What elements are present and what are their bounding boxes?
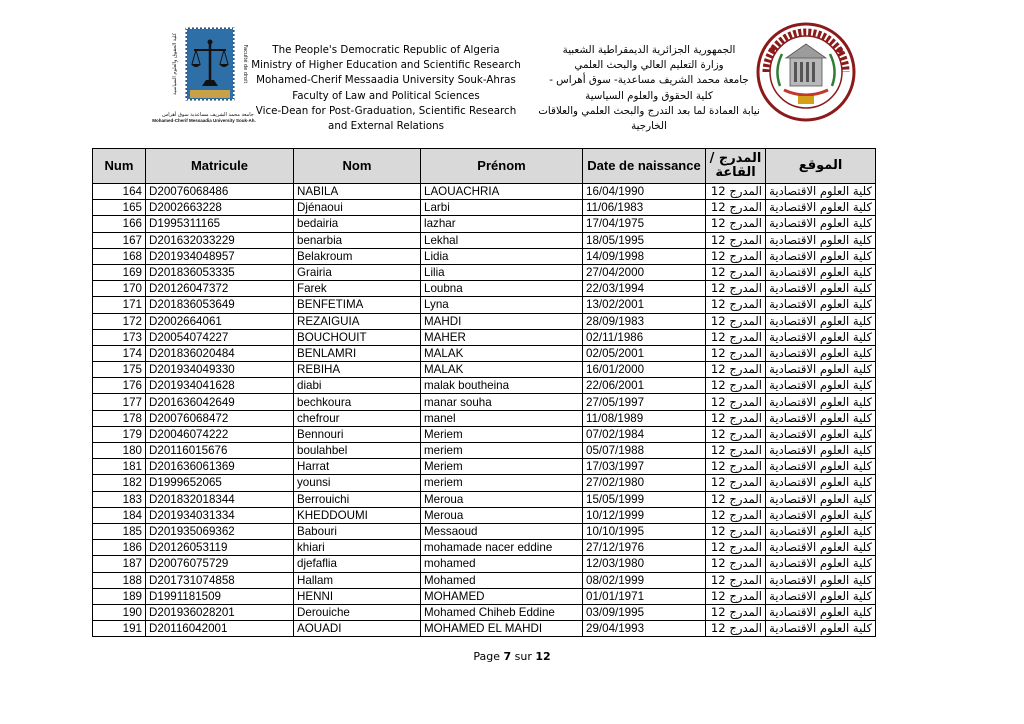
cell-date-naissance: 10/10/1995: [583, 523, 706, 539]
cell-nom: NABILA: [294, 184, 421, 200]
cell-hall: المدرج 12: [706, 248, 766, 264]
cell-prenom: Meriem: [421, 459, 583, 475]
cell-num: 168: [93, 248, 146, 264]
cell-prenom: Meroua: [421, 491, 583, 507]
svg-text:كلية الحقوق والعلوم السياسية: كلية الحقوق والعلوم السياسية: [172, 33, 178, 95]
cell-location: كلية العلوم الاقتصادية: [766, 410, 876, 426]
cell-location: كلية العلوم الاقتصادية: [766, 394, 876, 410]
cell-date-naissance: 02/05/2001: [583, 345, 706, 361]
cell-matricule: D20076068486: [146, 184, 294, 200]
header-ar-line: وزارة التعليم العالي والبحث العلمي: [574, 59, 724, 72]
header-ar-line: جامعة محمد الشريف مساعدية- سوق أهراس -: [549, 74, 749, 87]
cell-date-naissance: 01/01/1971: [583, 588, 706, 604]
cell-prenom: MALAK: [421, 362, 583, 378]
cell-date-naissance: 13/02/2001: [583, 297, 706, 313]
cell-matricule: D201836053649: [146, 297, 294, 313]
cell-nom: Berrouichi: [294, 491, 421, 507]
cell-matricule: D201936028201: [146, 604, 294, 620]
cell-hall: المدرج 12: [706, 572, 766, 588]
cell-hall: المدرج 12: [706, 362, 766, 378]
cell-nom: Babouri: [294, 523, 421, 539]
cell-hall: المدرج 12: [706, 459, 766, 475]
table-row: [93, 443, 876, 459]
cell-location: كلية العلوم الاقتصادية: [766, 621, 876, 637]
cell-hall: المدرج 12: [706, 281, 766, 297]
cell-nom: boulahbel: [294, 443, 421, 459]
footer-separator: sur: [514, 650, 532, 663]
table-row: [93, 426, 876, 442]
cell-matricule: D201934048957: [146, 248, 294, 264]
cell-prenom: Mohamed: [421, 572, 583, 588]
table-row: [93, 297, 876, 313]
table-row: [93, 621, 876, 637]
cell-prenom: lazhar: [421, 216, 583, 232]
cell-date-naissance: 16/04/1990: [583, 184, 706, 200]
cell-nom: HENNI: [294, 588, 421, 604]
cell-prenom: Meroua: [421, 507, 583, 523]
cell-nom: Harrat: [294, 459, 421, 475]
cell-matricule: D201836020484: [146, 345, 294, 361]
cell-nom: Grairia: [294, 264, 421, 280]
cell-date-naissance: 29/04/1993: [583, 621, 706, 637]
header-fr-line: Vice-Dean for Post-Graduation, Scientific Research: [255, 104, 517, 117]
cell-prenom: Lyna: [421, 297, 583, 313]
header-ar-line: نيابة العمادة لما بعد التدرج والبحث العلمي والعلاقات: [538, 104, 760, 117]
university-logo: [750, 20, 862, 125]
cell-num: 177: [93, 394, 146, 410]
table-row: [93, 459, 876, 475]
footer-current-page: 7: [503, 650, 512, 663]
cell-prenom: Meriem: [421, 426, 583, 442]
table-row: [93, 362, 876, 378]
cell-hall: المدرج 12: [706, 394, 766, 410]
cell-date-naissance: 12/03/1980: [583, 556, 706, 572]
header-ar-line: الخارجية: [631, 120, 667, 133]
table-row: [93, 394, 876, 410]
header-ar-line: كلية الحقوق والعلوم السياسية: [585, 89, 713, 102]
cell-location: كلية العلوم الاقتصادية: [766, 248, 876, 264]
header-location: الموقع: [766, 149, 876, 184]
cell-date-naissance: 02/11/1986: [583, 329, 706, 345]
header-fr-line: Faculty of Law and Political Sciences: [292, 89, 480, 102]
cell-num: 170: [93, 281, 146, 297]
cell-date-naissance: 17/04/1975: [583, 216, 706, 232]
cell-date-naissance: 05/07/1988: [583, 443, 706, 459]
table-row: [93, 540, 876, 556]
cell-hall: المدرج 12: [706, 621, 766, 637]
header-fr-line: Ministry of Higher Education and Scientific Research: [251, 59, 521, 72]
cell-num: 185: [93, 523, 146, 539]
cell-matricule: D2002663228: [146, 200, 294, 216]
cell-num: 174: [93, 345, 146, 361]
cell-date-naissance: 28/09/1983: [583, 313, 706, 329]
cell-hall: المدرج 12: [706, 540, 766, 556]
cell-date-naissance: 18/05/1995: [583, 232, 706, 248]
cell-num: 178: [93, 410, 146, 426]
table-row: [93, 491, 876, 507]
cell-date-naissance: 11/08/1989: [583, 410, 706, 426]
faculty-logo: [152, 24, 256, 124]
table-row: [93, 475, 876, 491]
table-row: [93, 281, 876, 297]
table-row: [93, 345, 876, 361]
header-date-naissance: Date de naissance: [583, 149, 706, 184]
cell-hall: المدرج 12: [706, 313, 766, 329]
cell-num: 183: [93, 491, 146, 507]
table-row: [93, 216, 876, 232]
cell-num: 179: [93, 426, 146, 442]
svg-text:Faculté de droit: Faculté de droit: [242, 44, 248, 84]
cell-nom: Djénaoui: [294, 200, 421, 216]
cell-location: كلية العلوم الاقتصادية: [766, 345, 876, 361]
cell-num: 176: [93, 378, 146, 394]
cell-num: 187: [93, 556, 146, 572]
table-row: [93, 572, 876, 588]
cell-prenom: LAOUACHRIA: [421, 184, 583, 200]
cell-location: كلية العلوم الاقتصادية: [766, 281, 876, 297]
header-arabic: [520, 43, 778, 134]
table-row: [93, 248, 876, 264]
cell-matricule: D1995311165: [146, 216, 294, 232]
cell-location: كلية العلوم الاقتصادية: [766, 507, 876, 523]
cell-matricule: D20054074227: [146, 329, 294, 345]
table-row: [93, 329, 876, 345]
cell-location: كلية العلوم الاقتصادية: [766, 572, 876, 588]
cell-prenom: meriem: [421, 475, 583, 491]
header-prenom: Prénom: [421, 149, 583, 184]
cell-location: كلية العلوم الاقتصادية: [766, 378, 876, 394]
cell-hall: المدرج 12: [706, 556, 766, 572]
header-matricule: Matricule: [146, 149, 294, 184]
cell-nom: REBIHA: [294, 362, 421, 378]
cell-nom: Derouiche: [294, 604, 421, 620]
footer-prefix: Page: [473, 650, 500, 663]
cell-date-naissance: 22/06/2001: [583, 378, 706, 394]
cell-num: 186: [93, 540, 146, 556]
cell-matricule: D201934041628: [146, 378, 294, 394]
cell-prenom: meriem: [421, 443, 583, 459]
cell-num: 189: [93, 588, 146, 604]
cell-hall: المدرج 12: [706, 200, 766, 216]
svg-text:جامعة محمد الشريف مساعدية سوق: جامعة محمد الشريف مساعدية سوق أهراس: [162, 112, 254, 118]
cell-date-naissance: 27/04/2000: [583, 264, 706, 280]
cell-date-naissance: 17/03/1997: [583, 459, 706, 475]
cell-location: كلية العلوم الاقتصادية: [766, 459, 876, 475]
cell-num: 171: [93, 297, 146, 313]
cell-location: كلية العلوم الاقتصادية: [766, 362, 876, 378]
cell-hall: المدرج 12: [706, 507, 766, 523]
cell-date-naissance: 07/02/1984: [583, 426, 706, 442]
cell-date-naissance: 16/01/2000: [583, 362, 706, 378]
cell-num: 188: [93, 572, 146, 588]
cell-prenom: mohamed: [421, 556, 583, 572]
header-ar-line: الجمهورية الجزائرية الديمقراطية الشعبية: [562, 44, 736, 56]
cell-matricule: D20126047372: [146, 281, 294, 297]
cell-location: كلية العلوم الاقتصادية: [766, 264, 876, 280]
table-row: [93, 410, 876, 426]
cell-prenom: MALAK: [421, 345, 583, 361]
cell-nom: REZAIGUIA: [294, 313, 421, 329]
cell-location: كلية العلوم الاقتصادية: [766, 604, 876, 620]
cell-hall: المدرج 12: [706, 588, 766, 604]
cell-nom: djefaflia: [294, 556, 421, 572]
table-body: [93, 184, 876, 637]
cell-hall: المدرج 12: [706, 410, 766, 426]
cell-nom: Bennouri: [294, 426, 421, 442]
cell-num: 182: [93, 475, 146, 491]
cell-nom: Belakroum: [294, 248, 421, 264]
header-fr-line: and External Relations: [328, 120, 444, 133]
cell-num: 184: [93, 507, 146, 523]
cell-location: كلية العلوم الاقتصادية: [766, 216, 876, 232]
cell-hall: المدرج 12: [706, 345, 766, 361]
cell-hall: المدرج 12: [706, 297, 766, 313]
cell-location: كلية العلوم الاقتصادية: [766, 426, 876, 442]
cell-location: كلية العلوم الاقتصادية: [766, 297, 876, 313]
cell-prenom: Lidia: [421, 248, 583, 264]
cell-matricule: D201632033229: [146, 232, 294, 248]
table-row: [93, 378, 876, 394]
cell-matricule: D201731074858: [146, 572, 294, 588]
cell-location: كلية العلوم الاقتصادية: [766, 184, 876, 200]
cell-matricule: D20116015676: [146, 443, 294, 459]
table-row: [93, 556, 876, 572]
cell-location: كلية العلوم الاقتصادية: [766, 232, 876, 248]
cell-prenom: Messaoud: [421, 523, 583, 539]
table-row: [93, 232, 876, 248]
cell-nom: KHEDDOUMI: [294, 507, 421, 523]
cell-hall: المدرج 12: [706, 232, 766, 248]
header-fr-line: Mohamed-Cherif Messaadia University Souk-Ahras: [256, 74, 516, 87]
cell-matricule: D1991181509: [146, 588, 294, 604]
cell-prenom: MAHDI: [421, 313, 583, 329]
cell-nom: bechkoura: [294, 394, 421, 410]
cell-nom: BENLAMRI: [294, 345, 421, 361]
cell-location: كلية العلوم الاقتصادية: [766, 329, 876, 345]
cell-hall: المدرج 12: [706, 216, 766, 232]
cell-matricule: D2002664061: [146, 313, 294, 329]
cell-nom: BENFETIMA: [294, 297, 421, 313]
cell-nom: khiari: [294, 540, 421, 556]
table-row: [93, 523, 876, 539]
cell-prenom: Lilia: [421, 264, 583, 280]
cell-nom: diabi: [294, 378, 421, 394]
cell-num: 190: [93, 604, 146, 620]
cell-location: كلية العلوم الاقتصادية: [766, 588, 876, 604]
cell-location: كلية العلوم الاقتصادية: [766, 491, 876, 507]
cell-location: كلية العلوم الاقتصادية: [766, 313, 876, 329]
cell-nom: bedairia: [294, 216, 421, 232]
cell-hall: المدرج 12: [706, 264, 766, 280]
cell-matricule: D201836053335: [146, 264, 294, 280]
cell-location: كلية العلوم الاقتصادية: [766, 540, 876, 556]
cell-matricule: D201934031334: [146, 507, 294, 523]
cell-matricule: D20116042001: [146, 621, 294, 637]
cell-nom: benarbia: [294, 232, 421, 248]
cell-nom: chefrour: [294, 410, 421, 426]
cell-prenom: MOHAMED EL MAHDI: [421, 621, 583, 637]
cell-prenom: malak boutheina: [421, 378, 583, 394]
cell-matricule: D201832018344: [146, 491, 294, 507]
cell-location: كلية العلوم الاقتصادية: [766, 556, 876, 572]
cell-location: كلية العلوم الاقتصادية: [766, 200, 876, 216]
cell-date-naissance: 22/03/1994: [583, 281, 706, 297]
cell-hall: المدرج 12: [706, 491, 766, 507]
cell-nom: BOUCHOUIT: [294, 329, 421, 345]
cell-hall: المدرج 12: [706, 426, 766, 442]
cell-prenom: Loubna: [421, 281, 583, 297]
cell-prenom: manar souha: [421, 394, 583, 410]
cell-date-naissance: 14/09/1998: [583, 248, 706, 264]
cell-hall: المدرج 12: [706, 184, 766, 200]
cell-nom: Hallam: [294, 572, 421, 588]
cell-hall: المدرج 12: [706, 475, 766, 491]
table-row: [93, 588, 876, 604]
cell-prenom: Larbi: [421, 200, 583, 216]
table-header-row: [93, 149, 876, 184]
cell-matricule: D201935069362: [146, 523, 294, 539]
cell-location: كلية العلوم الاقتصادية: [766, 475, 876, 491]
cell-matricule: D20126053119: [146, 540, 294, 556]
cell-matricule: D1999652065: [146, 475, 294, 491]
table-row: [93, 200, 876, 216]
cell-hall: المدرج 12: [706, 604, 766, 620]
cell-hall: المدرج 12: [706, 443, 766, 459]
cell-date-naissance: 11/06/1983: [583, 200, 706, 216]
cell-location: كلية العلوم الاقتصادية: [766, 523, 876, 539]
cell-date-naissance: 03/09/1995: [583, 604, 706, 620]
cell-num: 167: [93, 232, 146, 248]
cell-nom: AOUADI: [294, 621, 421, 637]
table-row: [93, 604, 876, 620]
cell-hall: المدرج 12: [706, 378, 766, 394]
cell-matricule: D201636042649: [146, 394, 294, 410]
cell-matricule: D20046074222: [146, 426, 294, 442]
cell-num: 191: [93, 621, 146, 637]
cell-date-naissance: 27/05/1997: [583, 394, 706, 410]
cell-num: 181: [93, 459, 146, 475]
cell-num: 175: [93, 362, 146, 378]
cell-prenom: Lekhal: [421, 232, 583, 248]
table-row: [93, 184, 876, 200]
logo-caption: Mohamed-Cherif Messaadia University Souk-Ah.: [152, 118, 256, 123]
footer-total-pages: 12: [535, 650, 551, 663]
cell-nom: Farek: [294, 281, 421, 297]
cell-num: 166: [93, 216, 146, 232]
table-row: [93, 313, 876, 329]
cell-nom: younsi: [294, 475, 421, 491]
table-row: [93, 507, 876, 523]
cell-prenom: MAHER: [421, 329, 583, 345]
table-row: [93, 264, 876, 280]
header-fr-line: The People's Democratic Republic of Algeria: [272, 44, 500, 56]
header-french: [243, 43, 529, 134]
cell-prenom: MOHAMED: [421, 588, 583, 604]
cell-num: 172: [93, 313, 146, 329]
cell-num: 173: [93, 329, 146, 345]
cell-prenom: Mohamed Chiheb Eddine: [421, 604, 583, 620]
student-roster-table: [92, 148, 876, 637]
header-nom: Nom: [294, 149, 421, 184]
cell-hall: المدرج 12: [706, 329, 766, 345]
cell-num: 169: [93, 264, 146, 280]
cell-prenom: mohamade nacer eddine: [421, 540, 583, 556]
cell-location: كلية العلوم الاقتصادية: [766, 443, 876, 459]
cell-prenom: manel: [421, 410, 583, 426]
page-footer: [0, 650, 1024, 663]
cell-matricule: D201636061369: [146, 459, 294, 475]
cell-matricule: D20076068472: [146, 410, 294, 426]
header-num: Num: [93, 149, 146, 184]
cell-num: 165: [93, 200, 146, 216]
cell-matricule: D20076075729: [146, 556, 294, 572]
cell-num: 164: [93, 184, 146, 200]
cell-date-naissance: 08/02/1999: [583, 572, 706, 588]
cell-date-naissance: 15/05/1999: [583, 491, 706, 507]
cell-date-naissance: 27/12/1976: [583, 540, 706, 556]
cell-date-naissance: 27/02/1980: [583, 475, 706, 491]
cell-num: 180: [93, 443, 146, 459]
cell-matricule: D201934049330: [146, 362, 294, 378]
header-hall: المدرج / القاعة: [706, 149, 766, 184]
cell-hall: المدرج 12: [706, 523, 766, 539]
cell-date-naissance: 10/12/1999: [583, 507, 706, 523]
